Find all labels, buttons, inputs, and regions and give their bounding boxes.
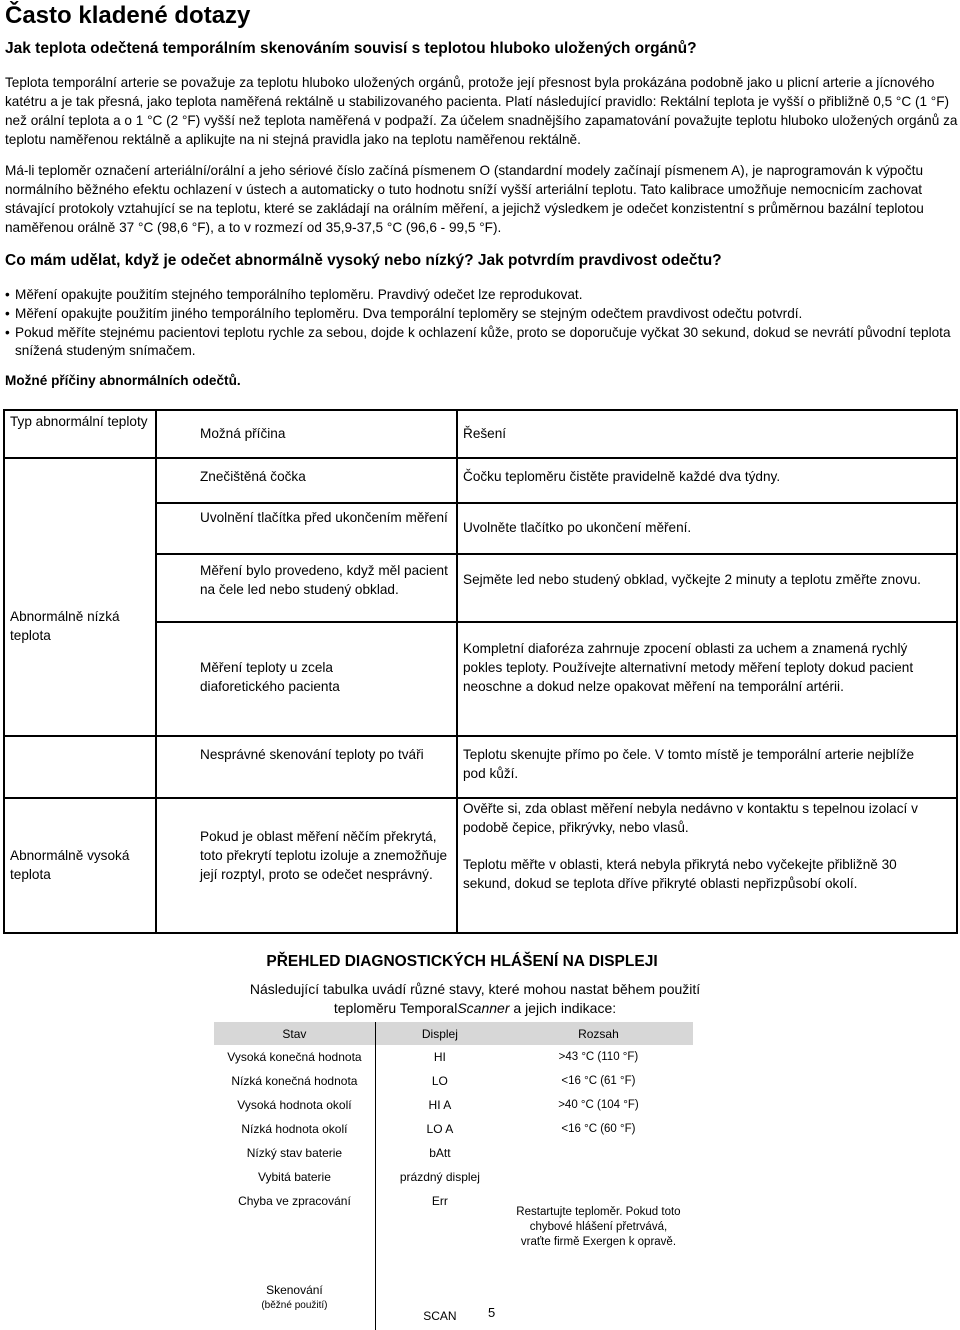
list-item: • Měření opakujte použitím stejného temporálního teploměru. Pravdivý odečet lze reprodukovat. bbox=[5, 286, 955, 304]
table-row: Chyba ve zpracování Err Restartujte teploměr. Pokud toto chybové hlášení přetrvává, vraťte firmě Exergen k opravě. bbox=[214, 1189, 693, 1266]
cause-cell: Znečištěná čočka bbox=[200, 469, 306, 484]
solution-cell: Kompletní diaforéza zahrnuje zpocení oblasti za uchem a znamená rychlý pokles teploty. Používejte alternativní metody měření teploty dokud pacient neoschne a dokud nelze opakovat měření na temporální artérii. bbox=[463, 641, 914, 694]
row-divider bbox=[155, 457, 958, 459]
header-state: Stav bbox=[214, 1022, 375, 1045]
solution-cell: Ověřte si, zda oblast měření nebyla nedávno v kontaktu s tepelnou izolací v podobě čepice, přikrývky, nebo vlasů. bbox=[463, 801, 918, 835]
advice-list bbox=[5, 286, 955, 361]
table-border bbox=[956, 409, 958, 934]
solution-cell: Teplotu měřte v oblasti, která nebyla přikrytá nebo vyčekejte přibližně 30 sekund, dokud se teplota dříve přikryté oblasti nepřizpůsobí okolí. bbox=[463, 857, 897, 891]
paragraph-core-temperature: Teplota temporální arterie se považuje za teplotu hluboko uložených orgánů, protože její přesnost byla prokázána podobně jako u plicní arterie a jícnového katétru a je tak přesná, jako teplota naměřená rektálně u stabilizovaného pacienta. Platí následující pravidlo: Rektální teplota je vyšší o přibližně 0,5 °C (1 °F) než orální teplota a o 1 °C (2 °F) vyšší než teplota naměřená v podpaží. Za účelem snadnějšího zapamatování považujte teplotu hluboko uložených orgánů za teplotu naměřenou rektálně a aplikujte na ni stejná pravidla jako na teplotu naměřenou rektálně. bbox=[5, 75, 958, 147]
solution-cell: Teplotu skenujte přímo po čele. V tomto místě je temporální arterie nejblíže pod kůží. bbox=[463, 747, 915, 781]
table-row: Nízký stav baterie bAtt bbox=[214, 1141, 693, 1165]
cause-cell: Uvolnění tlačítka před ukončením měření bbox=[200, 510, 448, 525]
cause-cell: Pokud je oblast měření něčím překrytá, toto překrytí teplotu izoluje a znemožňuje její rozptyl, proto se odečet nesprávný. bbox=[200, 829, 448, 882]
header-range: Rozsah bbox=[504, 1022, 693, 1045]
solution-cell: Uvolněte tlačítko po ukončení měření. bbox=[463, 520, 692, 535]
row-divider bbox=[155, 621, 958, 623]
scan-note: (běžné použití) bbox=[261, 1300, 328, 1311]
table-row: Nízká konečná hodnota LO <16 °C (61 °F) bbox=[214, 1069, 693, 1093]
page-number: 5 bbox=[488, 1305, 496, 1320]
header-type: Typ abnormální teploty bbox=[10, 414, 148, 429]
table-row: Nízká hodnota okolí LO A <16 °C (60 °F) bbox=[214, 1117, 693, 1141]
row-divider bbox=[155, 735, 958, 737]
row-divider bbox=[155, 553, 958, 555]
cause-cell: Měření bylo provedeno, když měl pacient na čele led nebo studený obklad. bbox=[200, 563, 448, 597]
cause-cell: Měření teploty u zcela diaforetického pacienta bbox=[200, 660, 340, 694]
type-high: Abnormálně vysoká teplota bbox=[10, 848, 130, 882]
scan-state: Skenování bbox=[266, 1283, 323, 1297]
column-divider bbox=[155, 409, 157, 934]
list-item: • Měření opakujte použitím jiného temporálního teploměru. Dva temporální teploměry se stejným odečtem pravdivost odečtu potvrdí. bbox=[5, 305, 955, 323]
abnormal-readings-table bbox=[3, 409, 958, 934]
diagnostics-intro: Následující tabulka uvádí různé stavy, které mohou nastat během použití teploměru TemporalScanner a jejich indikace: bbox=[249, 981, 701, 1016]
row-divider bbox=[3, 735, 157, 737]
diagnostics-table bbox=[214, 1022, 693, 1330]
table-row: Vybitá baterie prázdný displej bbox=[214, 1165, 693, 1189]
table-border bbox=[3, 409, 5, 934]
paragraph-oral-calibration: Má-li teploměr označení arteriální/orální a jeho sériové číslo začíná písmenem O (standardní modely začínají písmenem A), je naprogramován k výpočtu normálního běžného efektu ochlazení v ústech a automaticky o tuto hodnotu sníží vyšší arteriální teplotu. Tato kalibrace umožňuje nemocnicím zachovat stávající protokoly vztahující se na teplotu, které se zakládají na orálním měření, a jejichž výsledkem je odečet konzistentní s průměrnou bazální teplotou naměřenou orálně 37 °C (98,6 °F), a to v rozmezí od 35,9-37,5 °C (96,6 - 99,5 °F). bbox=[5, 163, 924, 235]
column-divider bbox=[456, 409, 458, 934]
table-row: Vysoká hodnota okolí HI A >40 °C (104 °F) bbox=[214, 1093, 693, 1117]
question-heading-2: Co mám udělat, když je odečet abnormálně vysoký nebo nízký? Jak potvrdím pravdivost odečtu? bbox=[5, 252, 722, 269]
causes-heading: Možné příčiny abnormálních odečtů. bbox=[5, 373, 241, 388]
solution-cell: Sejměte led nebo studený obklad, vyčkejte 2 minuty a teplotu změřte znovu. bbox=[463, 572, 921, 587]
list-item: • Pokud měříte stejnému pacientovi teplotu rychle za sebou, dojde k ochlazení kůže, proto se doporučuje vyčkat 30 sekund, dokud se nevrátí původní teplota snížená studeným snímačem. bbox=[5, 324, 955, 360]
question-heading-1: Jak teplota odečtená temporálním skenováním souvisí s teplotou hluboko uložených orgánů? bbox=[5, 40, 697, 57]
row-divider bbox=[3, 457, 157, 459]
table-border bbox=[3, 932, 958, 934]
row-divider bbox=[3, 797, 157, 799]
table-header-row bbox=[214, 1022, 693, 1045]
header-display: Displej bbox=[375, 1022, 504, 1045]
solution-cell: Čočku teploměru čistěte pravidelně každé dva týdny. bbox=[463, 469, 781, 484]
cause-cell: Nesprávné skenování teploty po tváři bbox=[200, 747, 424, 762]
table-row: Vysoká konečná hodnota HI >43 °C (110 °F) bbox=[214, 1045, 693, 1069]
header-solution: Řešení bbox=[463, 426, 507, 441]
header-cause: Možná příčina bbox=[200, 426, 286, 441]
scan-display: SCAN bbox=[375, 1266, 504, 1330]
diagnostics-title: PŘEHLED DIAGNOSTICKÝCH HLÁŠENÍ NA DISPLEJI bbox=[266, 953, 658, 970]
type-low: Abnormálně nízká teplota bbox=[10, 609, 120, 643]
page-title: Často kladené dotazy bbox=[5, 2, 251, 29]
table-border bbox=[3, 409, 958, 411]
table-row bbox=[214, 1266, 693, 1330]
row-divider bbox=[155, 502, 958, 504]
